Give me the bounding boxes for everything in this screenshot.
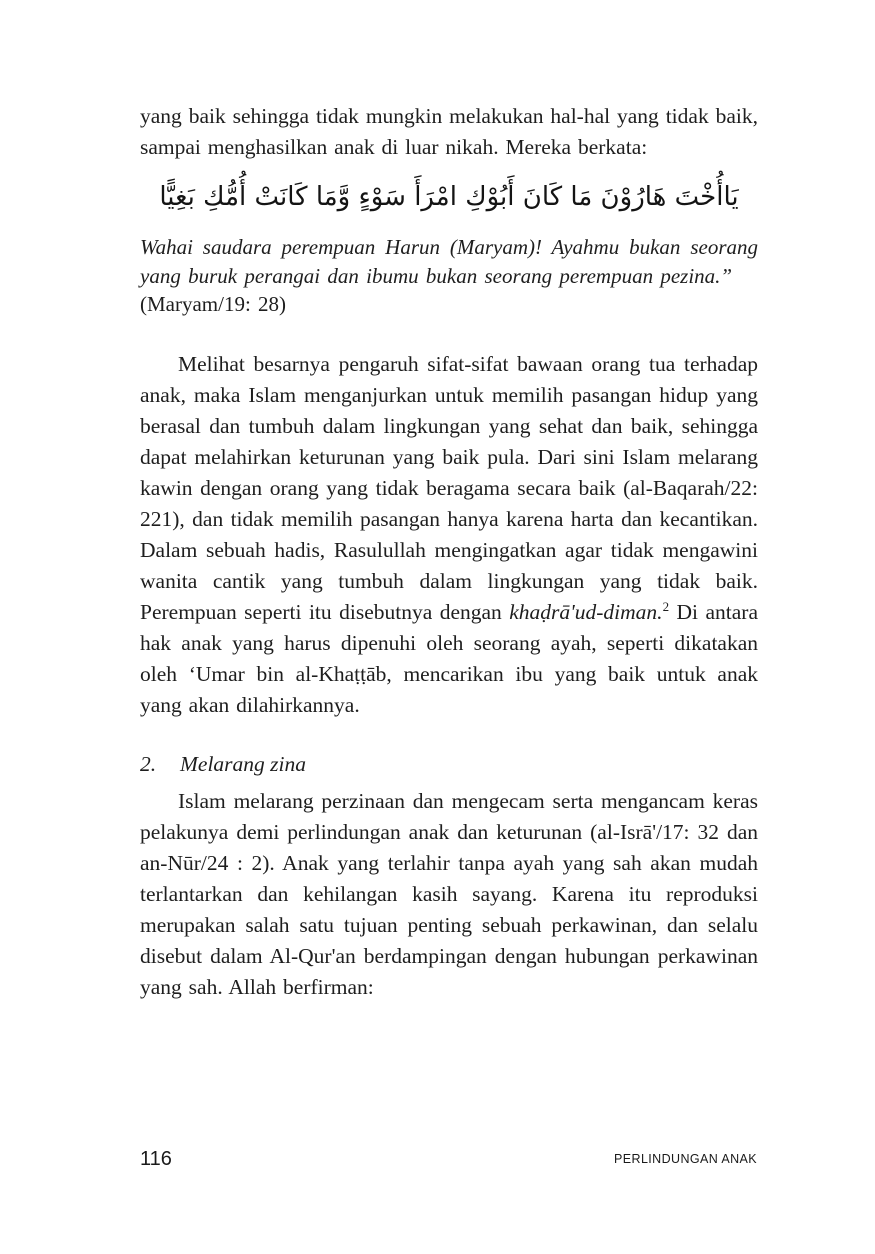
paragraph-text: Di antara hak anak yang harus dipenuhi oleh seorang ayah, seperti dikatakan oleh ‘Umar bin al-Khaṭṭāb, mencarikan ibu yang baik untuk anak yang akan dilahirkannya.: [140, 599, 758, 717]
verse-translation-text: Wahai saudara perempuan Harun (Maryam)! Ayahmu bukan seorang yang buruk perangai dan ibumu bukan seorang perempuan pezina.”: [140, 235, 758, 288]
paragraph-text: Melihat besarnya pengaruh sifat-sifat bawaan orang tua terhadap anak, maka Islam menganjurkan untuk memilih pasangan hidup yang berasal dan tumbuh dalam lingkungan yang sehat dan baik, sehingga dapat melahirkan keturunan yang baik pula. Dari sini Islam melarang kawin dengan orang yang tidak beragama secara baik (al-Baqarah/22: 221), dan tidak memilih pasangan hanya karena harta dan kecantikan. Dalam sebuah hadis, Rasulullah mengingatkan agar tidak mengawini wanita cantik yang tumbuh dalam lingkungan yang tidak baik. Perempuan seperti itu disebutnya dengan: [140, 351, 758, 624]
verse-translation: [140, 233, 758, 319]
quran-verse-arabic: يَاأُخْتَ هَارُوْنَ مَا كَانَ أَبُوْكِ امْرَأَ سَوْءٍ وَّمَا كَانَتْ أُمُّكِ بَغِيًّا: [159, 182, 739, 212]
footnote-ref: 2: [662, 598, 670, 614]
intro-paragraph: yang baik sehingga tidak mungkin melakukan hal-hal yang tidak baik, sampai menghasilkan anak di luar nikah. Mereka berkata:: [140, 104, 758, 159]
page-content: [140, 101, 758, 1003]
body-paragraph-zina: Islam melarang perzinaan dan mengecam serta mengancam keras pelakunya demi perlindungan anak dan keturunan (al-Isrā'/17: 32 dan an-Nūr/24 : 2). Anak yang terlahir tanpa ayah yang sah akan mudah terlantarkan dan kehilangan kasih sayang. Karena itu reproduksi merupakan salah satu tujuan penting sebuah perkawinan, dan selalu disebut dalam Al-Qur'an berdampingan dengan hubungan perkawinan yang sah. Allah berfirman:: [140, 788, 758, 999]
page-number: 116: [140, 1148, 172, 1170]
running-header: PERLINDUNGAN ANAK: [614, 1152, 757, 1166]
section-heading: [140, 749, 758, 780]
section-number: 2.: [140, 751, 157, 776]
arabic-term: khaḍrā'ud-diman.: [509, 599, 663, 624]
body-paragraph-marriage: [140, 349, 758, 721]
section-title: Melarang zina: [180, 751, 307, 776]
verse-citation: (Maryam/19: 28): [140, 292, 287, 316]
